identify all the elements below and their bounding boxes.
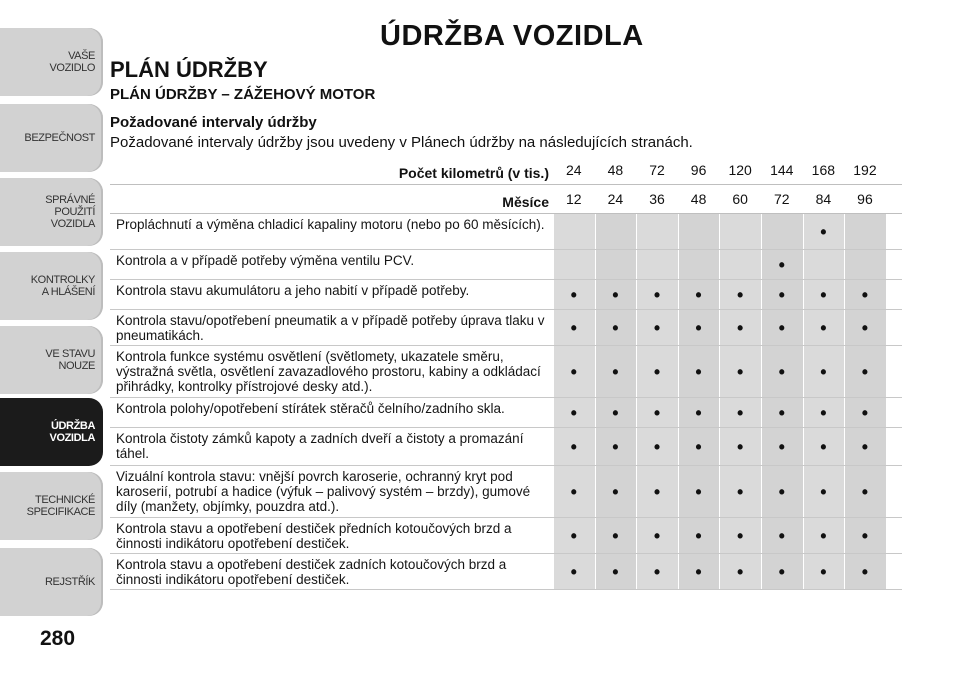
check-mark-cell: • bbox=[553, 428, 595, 465]
check-mark-cell: • bbox=[719, 346, 761, 397]
tab-chapter-7[interactable]: REJSTŘÍK bbox=[0, 548, 103, 616]
check-mark-cell: • bbox=[844, 346, 886, 397]
empty-cell bbox=[636, 250, 678, 279]
check-mark-cell: • bbox=[844, 554, 886, 589]
check-mark-cell: • bbox=[553, 466, 595, 517]
tab-chapter-2[interactable]: SPRÁVNÉ POUŽITÍ VOZIDLA bbox=[0, 178, 103, 246]
intro-text: Požadované intervaly údržby jsou uvedeny v Plánech údržby na následujících stranách. bbox=[110, 134, 693, 151]
empty-cell bbox=[553, 214, 595, 249]
months-value: 48 bbox=[678, 185, 720, 213]
table-row bbox=[110, 554, 902, 590]
empty-cell bbox=[803, 250, 845, 279]
chapter-tabs bbox=[0, 0, 108, 678]
months-label: Měsíce bbox=[502, 194, 549, 210]
empty-cell bbox=[719, 250, 761, 279]
empty-cell bbox=[761, 214, 803, 249]
check-mark-cell: • bbox=[553, 310, 595, 345]
table-row bbox=[110, 250, 902, 280]
check-mark-cell: • bbox=[678, 466, 720, 517]
check-mark-cell: • bbox=[803, 398, 845, 427]
km-value: 120 bbox=[719, 156, 761, 184]
table-row bbox=[110, 466, 902, 518]
check-mark-cell: • bbox=[678, 310, 720, 345]
km-value: 24 bbox=[553, 156, 595, 184]
check-mark-cell: • bbox=[719, 310, 761, 345]
check-mark-cell: • bbox=[844, 398, 886, 427]
check-mark-cell: • bbox=[636, 518, 678, 553]
check-mark-cell: • bbox=[678, 280, 720, 309]
table-row bbox=[110, 214, 902, 250]
check-mark-cell: • bbox=[761, 554, 803, 589]
check-mark-cell: • bbox=[553, 280, 595, 309]
check-mark-cell: • bbox=[761, 428, 803, 465]
empty-cell bbox=[678, 250, 720, 279]
km-value: 144 bbox=[761, 156, 803, 184]
task-description: Vizuální kontrola stavu: vnější povrch karoserie, ochranný kryt pod karoserií, potrubí a hadice (výfuk – palivový systém – brzdy), gumové díly (manžety, objímky, pouzdra atd.). bbox=[116, 469, 531, 514]
empty-cell bbox=[844, 250, 886, 279]
check-mark-cell: • bbox=[595, 428, 637, 465]
check-mark-cell: • bbox=[636, 466, 678, 517]
months-value: 12 bbox=[553, 185, 595, 213]
check-mark-cell: • bbox=[761, 250, 803, 279]
tab-chapter-4[interactable]: VE STAVU NOUZE bbox=[0, 326, 103, 394]
check-mark-cell: • bbox=[844, 518, 886, 553]
check-mark-cell: • bbox=[595, 466, 637, 517]
months-value: 24 bbox=[595, 185, 637, 213]
tab-chapter-1[interactable]: BEZPEČNOST bbox=[0, 104, 103, 172]
tab-chapter-3[interactable]: KONTROLKY A HLÁŠENÍ bbox=[0, 252, 103, 320]
table-row bbox=[110, 518, 902, 554]
check-mark-cell: • bbox=[678, 554, 720, 589]
table-row bbox=[110, 346, 902, 398]
check-mark-cell: • bbox=[553, 346, 595, 397]
task-description: Kontrola stavu a opotřebení destiček předních kotoučových brzd a činnosti indikátoru opotřebení destiček. bbox=[116, 521, 512, 551]
table-row bbox=[110, 310, 902, 346]
check-mark-cell: • bbox=[595, 346, 637, 397]
check-mark-cell: • bbox=[803, 518, 845, 553]
intervals-title: Požadované intervaly údržby bbox=[110, 114, 317, 131]
check-mark-cell: • bbox=[553, 398, 595, 427]
check-mark-cell: • bbox=[803, 554, 845, 589]
check-mark-cell: • bbox=[636, 280, 678, 309]
check-mark-cell: • bbox=[595, 280, 637, 309]
check-mark-cell: • bbox=[553, 554, 595, 589]
check-mark-cell: • bbox=[553, 518, 595, 553]
tab-chapter-6[interactable]: TECHNICKÉ SPECIFIKACE bbox=[0, 472, 103, 540]
task-description: Kontrola stavu a opotřebení destiček zadních kotoučových brzd a činnosti indikátoru opotřebení destiček. bbox=[116, 557, 507, 587]
empty-cell bbox=[595, 250, 637, 279]
check-mark-cell: • bbox=[678, 398, 720, 427]
check-mark-cell: • bbox=[719, 466, 761, 517]
km-header-row bbox=[110, 156, 902, 185]
task-description: Kontrola polohy/opotřebení stírátek stěračů čelního/zadního skla. bbox=[116, 401, 505, 416]
task-description: Kontrola funkce systému osvětlení (světlomety, ukazatele směru, výstražná světla, osvětlení zavazadlového prostoru, kabiny a odkládací přihrádky, kontrolky přístrojové desky atd.). bbox=[116, 349, 541, 394]
check-mark-cell: • bbox=[595, 554, 637, 589]
months-value: 60 bbox=[719, 185, 761, 213]
check-mark-cell: • bbox=[803, 346, 845, 397]
check-mark-cell: • bbox=[761, 518, 803, 553]
subsection-title: PLÁN ÚDRŽBY – ZÁŽEHOVÝ MOTOR bbox=[110, 86, 376, 103]
section-title: PLÁN ÚDRŽBY bbox=[110, 57, 268, 82]
page-number: 280 bbox=[40, 627, 76, 650]
check-mark-cell: • bbox=[761, 398, 803, 427]
months-header-row bbox=[110, 185, 902, 214]
months-value: 96 bbox=[844, 185, 886, 213]
km-value: 168 bbox=[803, 156, 845, 184]
check-mark-cell: • bbox=[719, 554, 761, 589]
check-mark-cell: • bbox=[844, 310, 886, 345]
check-mark-cell: • bbox=[678, 518, 720, 553]
check-mark-cell: • bbox=[803, 214, 845, 249]
km-value: 48 bbox=[595, 156, 637, 184]
tab-chapter-5[interactable]: ÚDRŽBA VOZIDLA bbox=[0, 398, 103, 466]
months-value: 36 bbox=[636, 185, 678, 213]
km-value: 96 bbox=[678, 156, 720, 184]
task-description: Kontrola stavu akumulátoru a jeho nabití v případě potřeby. bbox=[116, 283, 470, 298]
empty-cell bbox=[719, 214, 761, 249]
task-description: Kontrola stavu/opotřebení pneumatik a v případě potřeby úprava tlaku v pneumatikách. bbox=[116, 313, 545, 343]
table-row bbox=[110, 398, 902, 428]
check-mark-cell: • bbox=[803, 280, 845, 309]
check-mark-cell: • bbox=[719, 280, 761, 309]
empty-cell bbox=[636, 214, 678, 249]
check-mark-cell: • bbox=[803, 310, 845, 345]
km-value: 192 bbox=[844, 156, 886, 184]
table-body bbox=[110, 214, 902, 590]
check-mark-cell: • bbox=[636, 346, 678, 397]
check-mark-cell: • bbox=[761, 346, 803, 397]
check-mark-cell: • bbox=[636, 310, 678, 345]
task-description: Propláchnutí a výměna chladicí kapaliny motoru (nebo po 60 měsících). bbox=[116, 217, 545, 232]
task-description: Kontrola a v případě potřeby výměna ventilu PCV. bbox=[116, 253, 415, 268]
empty-cell bbox=[595, 214, 637, 249]
table-row bbox=[110, 280, 902, 310]
tab-chapter-0[interactable]: VAŠE VOZIDLO bbox=[0, 28, 103, 96]
check-mark-cell: • bbox=[803, 466, 845, 517]
months-value: 84 bbox=[803, 185, 845, 213]
check-mark-cell: • bbox=[636, 428, 678, 465]
empty-cell bbox=[678, 214, 720, 249]
check-mark-cell: • bbox=[761, 280, 803, 309]
task-description: Kontrola čistoty zámků kapoty a zadních dveří a čistoty a promazání táhel. bbox=[116, 431, 524, 461]
check-mark-cell: • bbox=[844, 428, 886, 465]
check-mark-cell: • bbox=[636, 554, 678, 589]
empty-cell bbox=[553, 250, 595, 279]
check-mark-cell: • bbox=[761, 310, 803, 345]
check-mark-cell: • bbox=[678, 346, 720, 397]
km-label: Počet kilometrů (v tis.) bbox=[398, 165, 549, 181]
check-mark-cell: • bbox=[719, 428, 761, 465]
table-row bbox=[110, 428, 902, 466]
months-value: 72 bbox=[761, 185, 803, 213]
check-mark-cell: • bbox=[844, 466, 886, 517]
check-mark-cell: • bbox=[803, 428, 845, 465]
check-mark-cell: • bbox=[678, 428, 720, 465]
check-mark-cell: • bbox=[844, 280, 886, 309]
empty-cell bbox=[844, 214, 886, 249]
page-title: ÚDRŽBA VOZIDLA bbox=[380, 20, 644, 52]
check-mark-cell: • bbox=[595, 398, 637, 427]
check-mark-cell: • bbox=[719, 398, 761, 427]
check-mark-cell: • bbox=[595, 518, 637, 553]
check-mark-cell: • bbox=[719, 518, 761, 553]
check-mark-cell: • bbox=[761, 466, 803, 517]
maintenance-table bbox=[110, 156, 902, 590]
check-mark-cell: • bbox=[595, 310, 637, 345]
check-mark-cell: • bbox=[636, 398, 678, 427]
km-value: 72 bbox=[636, 156, 678, 184]
